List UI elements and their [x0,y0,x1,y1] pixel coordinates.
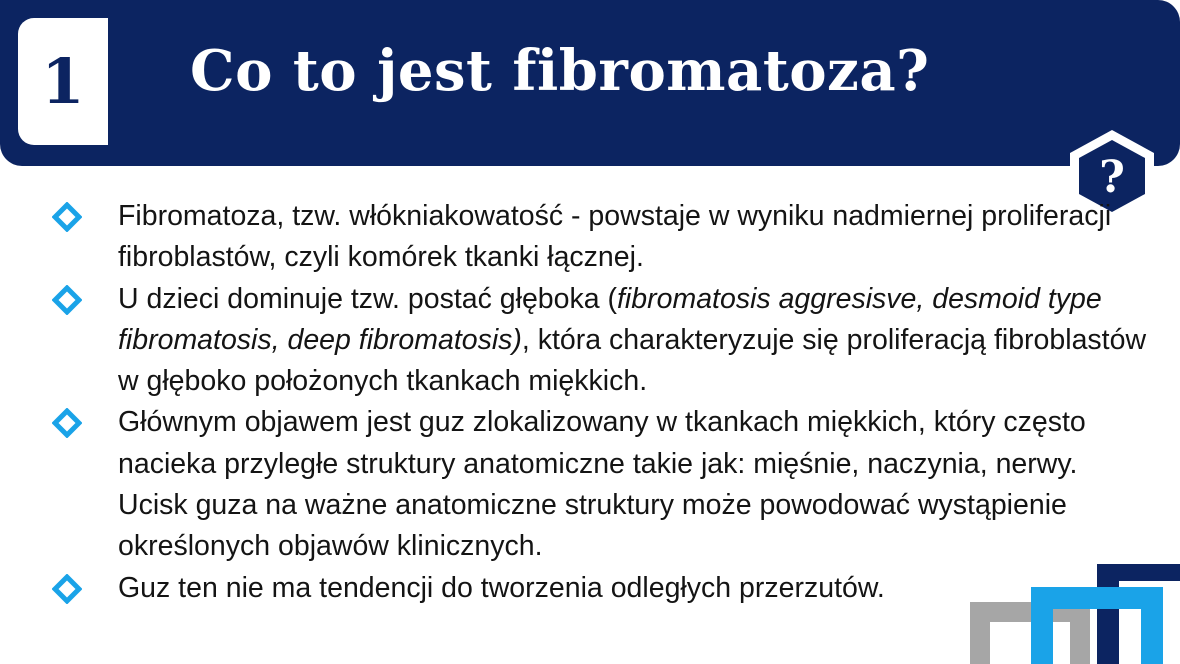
bullet-item [50,402,1150,567]
slide-number-box [18,18,108,145]
slide-title: Co to jest fibromatoza? [190,38,930,104]
square-outline-decoration [960,564,1180,664]
bullet-text-italic: fibromatosis aggresisve, desmoid type fibromatosis, deep fibromatosis) [118,282,1102,356]
bullet-text: Głównym objawem jest guz zlokalizowany w tkankach miękkich, który często nacieka przyległe struktury anatomiczne takie jak: mięśnie, naczynia, nerwy. Ucisk guza na ważne anatomiczne struktury może powodować wystąpienie określonych objawów klinicznych. [118,406,1086,563]
bullet-item [50,196,1150,279]
title-banner [0,0,1180,166]
bullet-list [50,196,1150,609]
bullet-text: Guz ten nie ma tendencji do tworzenia odległych przerzutów. [118,571,885,604]
diamond-bullet-icon [52,285,82,315]
bullet-text: Fibromatoza, tzw. włókniakowatość - powstaje w wyniku nadmiernej proliferacji fibroblastów, czyli komórek tkanki łącznej. [118,200,1112,274]
diamond-bullet-icon [52,202,82,232]
diamond-bullet-icon [52,574,82,604]
bullet-item [50,279,1150,403]
question-mark: ? [1099,152,1125,203]
bullet-text: , która charakteryzuje się proliferacją fibroblastów w głęboko położonych tkankach miękkich. [118,323,1147,398]
bullet-text: U dzieci dominuje tzw. postać głęboka ( [118,282,618,315]
diamond-bullet-icon [52,408,82,438]
slide-number: 1 [41,45,85,118]
